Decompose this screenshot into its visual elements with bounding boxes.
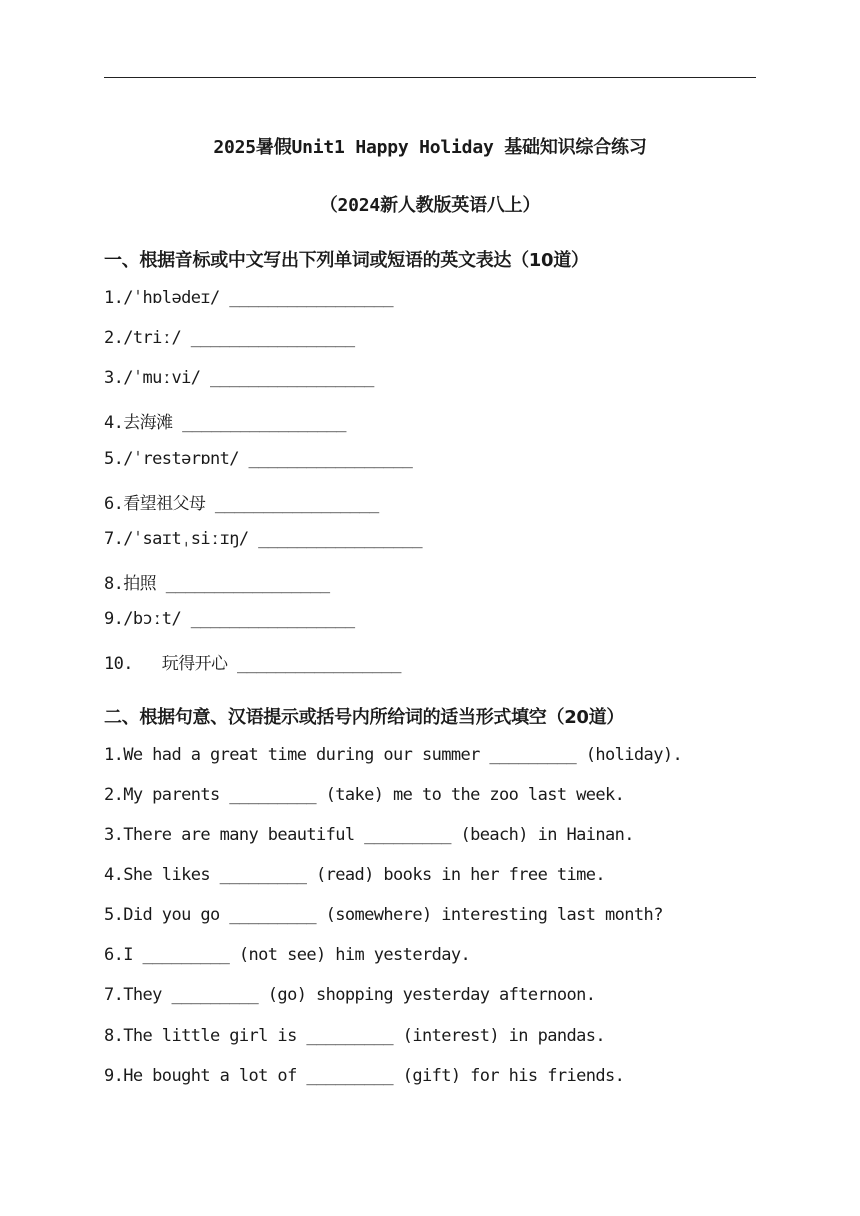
vocab-item-7: 7./ˈsaɪtˌsiːɪŋ/ _________________ [104, 529, 422, 549]
vocab-item-9: 9./bɔːt/ _________________ [104, 609, 355, 629]
vocab-item-1: 1./ˈhɒlədeɪ/ _________________ [104, 288, 394, 308]
vocab-item-6: 6.看望祖父母 _________________ [104, 494, 379, 514]
vocab-item-2: 2./triː/ _________________ [104, 328, 355, 348]
vocab-item-5: 5./ˈrestərɒnt/ _________________ [104, 449, 413, 469]
fill-blank-item-5: 5.Did you go _________ (somewhere) interesting last month? [104, 905, 663, 925]
vocab-item-10: 10. 玩得开心 _________________ [104, 654, 401, 674]
fill-blank-item-1: 1.We had a great time during our summer _________ (holiday). [104, 745, 683, 765]
fill-blank-item-4: 4.She likes _________ (read) books in her free time. [104, 865, 606, 885]
section-2-heading: 二、根据句意、汉语提示或括号内所给词的适当形式填空（20道） [104, 707, 625, 728]
fill-blank-item-9: 9.He bought a lot of _________ (gift) for his friends. [104, 1066, 625, 1086]
fill-blank-item-6: 6.I _________ (not see) him yesterday. [104, 945, 471, 965]
document-title: 2025暑假Unit1 Happy Holiday 基础知识综合练习 [213, 137, 647, 158]
vocab-item-8: 8.拍照 _________________ [104, 574, 330, 594]
fill-blank-item-8: 8.The little girl is _________ (interest) in pandas. [104, 1026, 606, 1046]
fill-blank-item-3: 3.There are many beautiful _________ (beach) in Hainan. [104, 825, 634, 845]
document-subtitle: （2024新人教版英语八上） [319, 195, 541, 216]
header-rule [104, 77, 756, 78]
vocab-item-3: 3./ˈmuːvi/ _________________ [104, 368, 374, 388]
fill-blank-item-2: 2.My parents _________ (take) me to the zoo last week. [104, 785, 625, 805]
section-1-heading: 一、根据音标或中文写出下列单词或短语的英文表达（10道） [104, 250, 589, 271]
vocab-item-4: 4.去海滩 _________________ [104, 413, 346, 433]
fill-blank-item-7: 7.They _________ (go) shopping yesterday afternoon. [104, 985, 596, 1005]
